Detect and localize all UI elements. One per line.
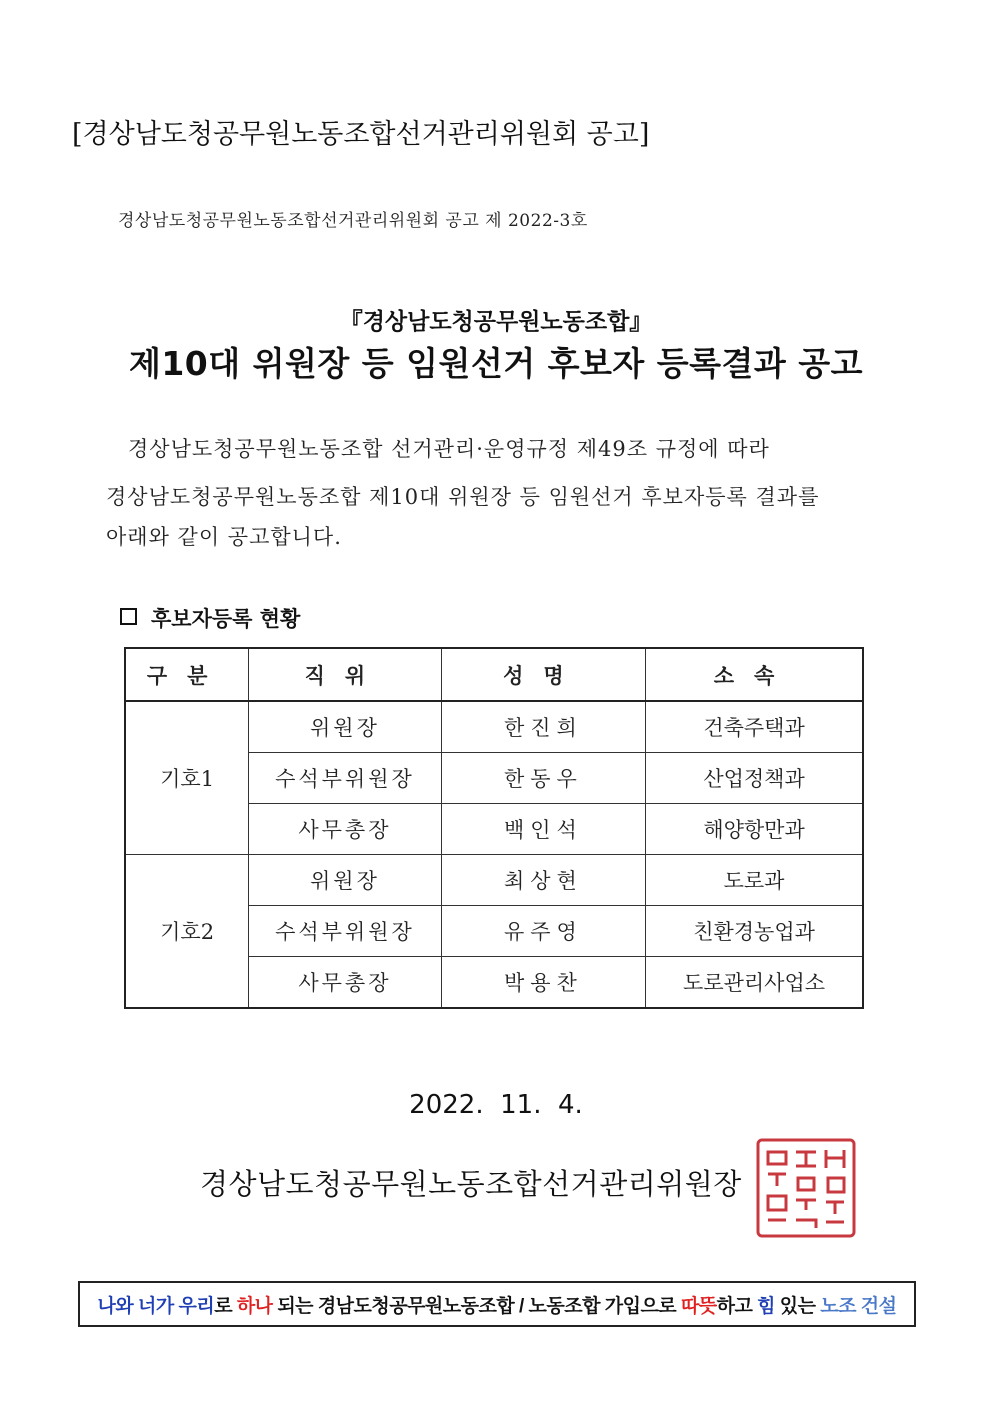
name-cell: 한진희 xyxy=(441,701,645,753)
department-cell: 건축주택과 xyxy=(646,701,863,753)
body-text-line-1: 경상남도청공무원노동조합 선거관리·운영규정 제49조 규정에 따라 xyxy=(128,437,770,461)
group-label: 기호2 xyxy=(125,855,249,1009)
slogan-part: 따뜻 xyxy=(680,1295,717,1317)
position-cell: 사무총장 xyxy=(249,957,441,1009)
slogan-part: 노조 건설 xyxy=(820,1295,897,1317)
name-cell: 박용찬 xyxy=(441,957,645,1009)
header-name: 성명 xyxy=(441,648,645,701)
table-row xyxy=(125,855,863,906)
seal-graphic xyxy=(758,1140,854,1236)
name-cell: 유주영 xyxy=(441,906,645,957)
group-label: 기호1 xyxy=(125,701,249,855)
position-cell: 수석부위원장 xyxy=(249,753,441,804)
header-position: 직위 xyxy=(249,648,441,701)
department-cell: 해양항만과 xyxy=(646,804,863,855)
position-cell: 위원장 xyxy=(249,855,441,906)
body-text-line-3: 아래와 같이 공고합니다. xyxy=(106,525,342,549)
candidate-table xyxy=(124,647,864,1009)
signer-title: 경상남도청공무원노동조합선거관리위원장 xyxy=(200,1167,742,1201)
body-text-line-2: 경상남도청공무원노동조합 제10대 위원장 등 임원선거 후보자등록 결과를 xyxy=(106,485,820,509)
slogan-part: 나와 너가 우리 xyxy=(97,1295,215,1317)
main-title: 제10대 위원장 등 임원선거 후보자 등록결과 공고 xyxy=(128,344,864,383)
slogan-part: 힘 xyxy=(757,1295,776,1317)
notice-date: 2022. 11. 4. xyxy=(409,1090,583,1120)
slogan-part: 있는 xyxy=(775,1295,821,1317)
department-cell: 산업정책과 xyxy=(646,753,863,804)
slogan-part: 하나 xyxy=(236,1295,273,1317)
position-cell: 수석부위원장 xyxy=(249,906,441,957)
slogan-banner xyxy=(78,1281,916,1327)
union-name-title: 『경상남도청공무원노동조합』 xyxy=(339,309,653,335)
slogan-part: 하고 xyxy=(716,1295,758,1317)
position-cell: 사무총장 xyxy=(249,804,441,855)
name-cell: 최상현 xyxy=(441,855,645,906)
department-cell: 도로관리사업소 xyxy=(646,957,863,1009)
square-bullet-icon xyxy=(120,608,137,625)
section-heading-label: 후보자등록 현황 xyxy=(151,607,301,631)
notice-bracket-title: [경상남도청공무원노동조합선거관리위원회 공고] xyxy=(72,119,650,150)
department-cell: 도로과 xyxy=(646,855,863,906)
slogan-part: 로 xyxy=(214,1295,237,1317)
header-department: 소속 xyxy=(646,648,863,701)
name-cell: 한동우 xyxy=(441,753,645,804)
official-seal-stamp xyxy=(754,1136,858,1240)
section-heading xyxy=(120,603,300,633)
table-row xyxy=(125,701,863,753)
header-group: 구분 xyxy=(125,648,249,701)
notice-number: 경상남도청공무원노동조합선거관리위원회 공고 제 2022-3호 xyxy=(118,211,588,231)
table-header-row xyxy=(125,648,863,701)
position-cell: 위원장 xyxy=(249,701,441,753)
name-cell: 백인석 xyxy=(441,804,645,855)
slogan-part: 되는 경남도청공무원노동조합 / 노동조합 가입으로 xyxy=(272,1295,681,1317)
department-cell: 친환경농업과 xyxy=(646,906,863,957)
